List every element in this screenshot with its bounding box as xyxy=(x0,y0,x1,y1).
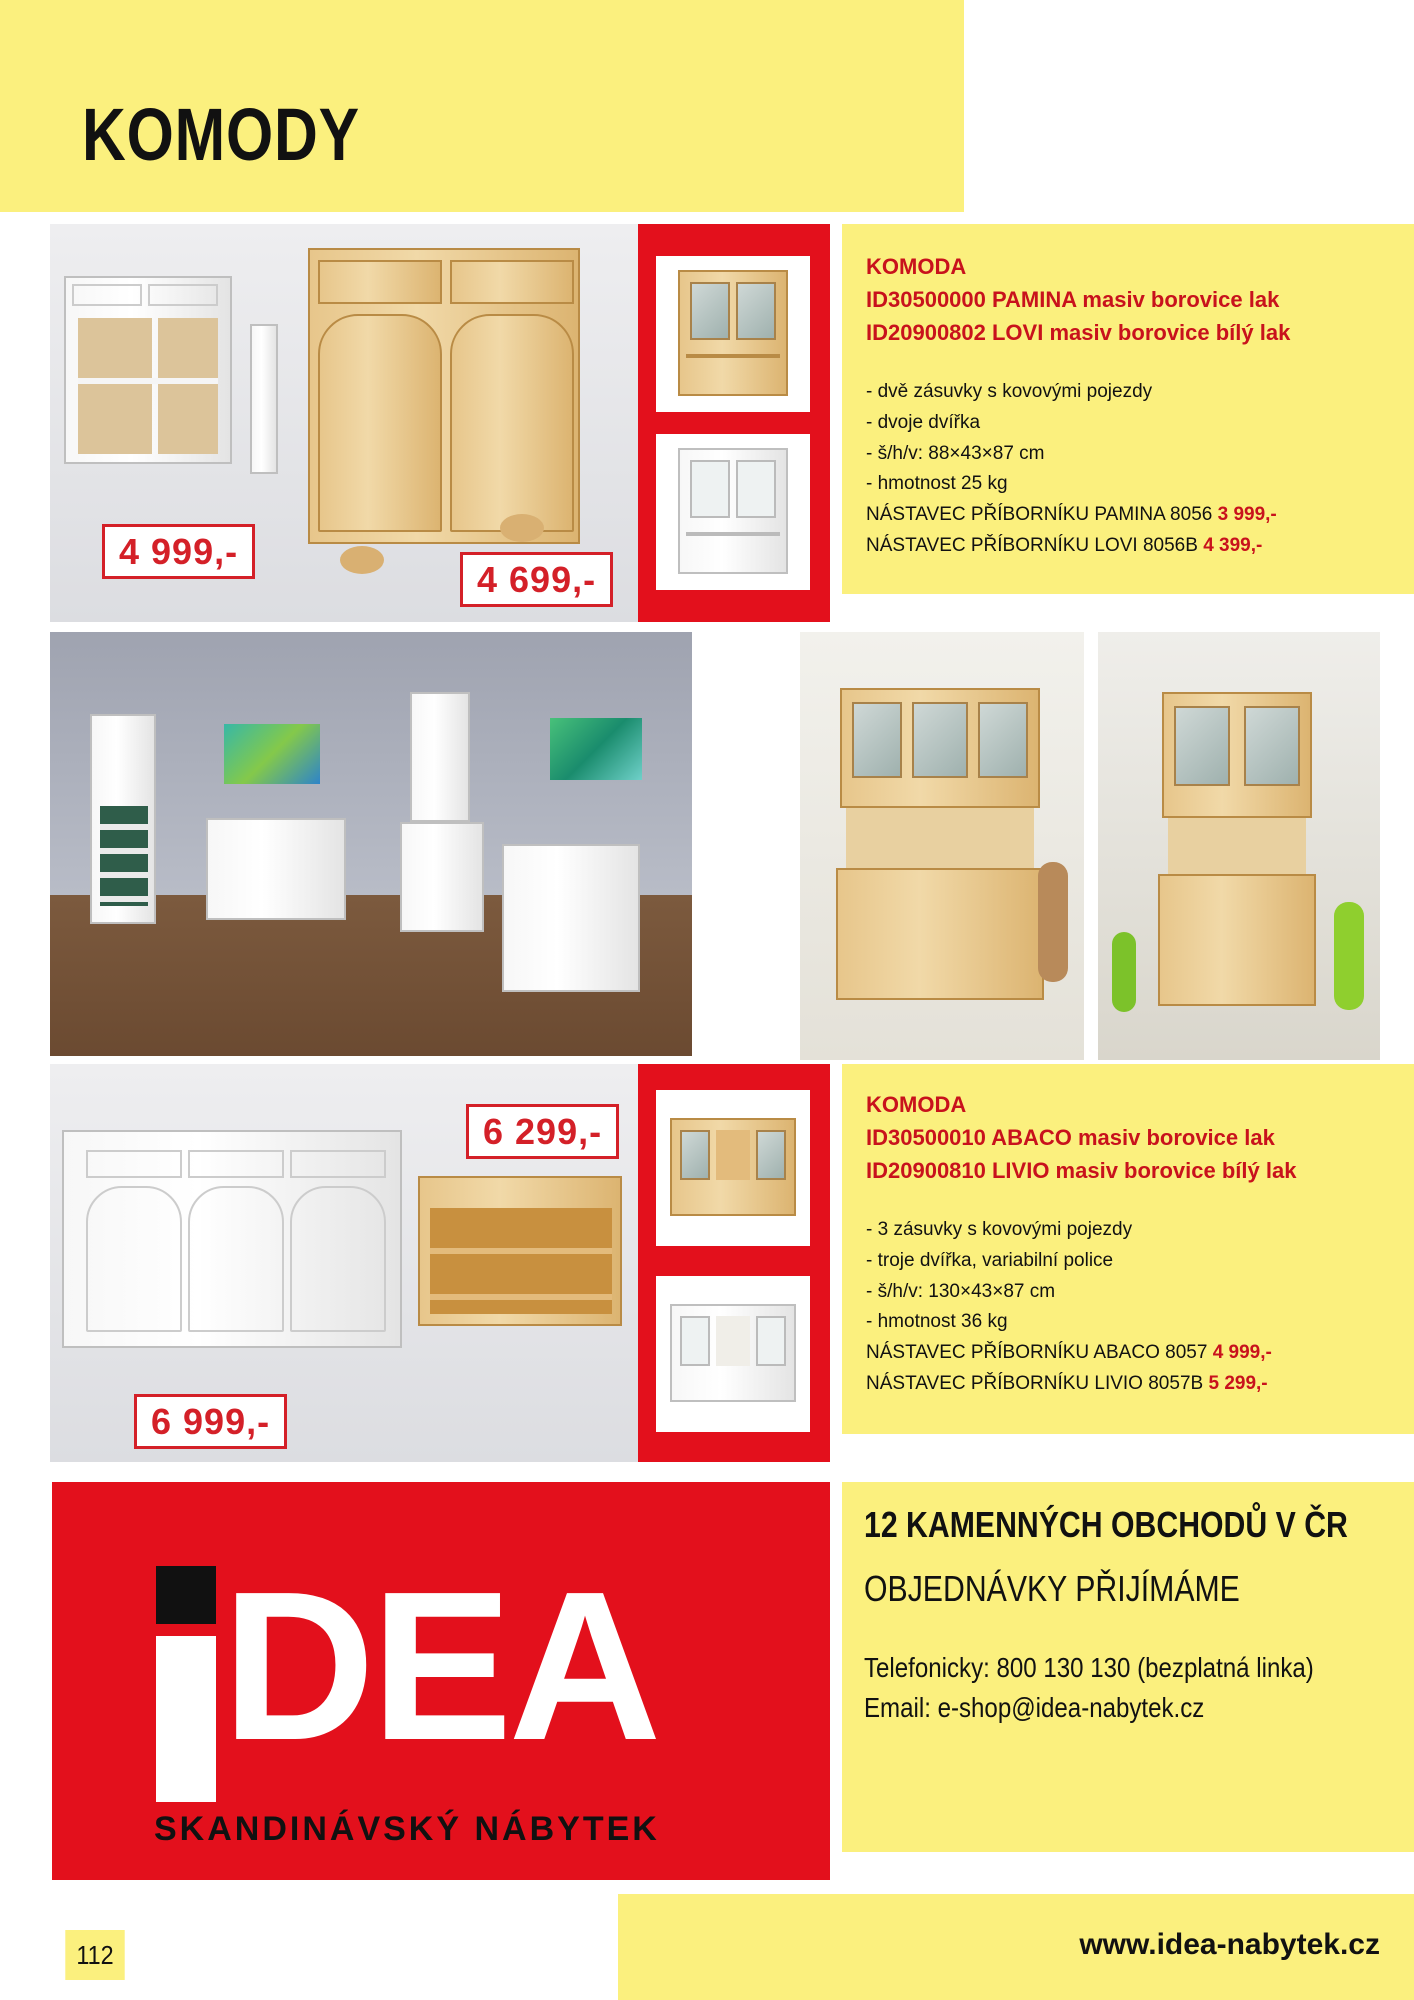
idea-logo-tagline: SKANDINÁVSKÝ NÁBYTEK xyxy=(154,1810,660,1848)
contact-panel xyxy=(842,1482,1414,1852)
stores-headline: 12 KAMENNÝCH OBCHODŮ V ČR xyxy=(864,1504,1348,1545)
product1-photo xyxy=(50,224,638,622)
addon-label: NÁSTAVEC PŘÍBORNÍKU PAMINA 8056 xyxy=(866,504,1218,526)
phone-line: Telefonicky: 800 130 130 (bezplatná linka) xyxy=(864,1652,1314,1683)
addon-price: 3 999,- xyxy=(1217,504,1277,526)
product1-feature: - dvoje dvířka xyxy=(866,411,981,433)
pine-sideboard-image xyxy=(418,1176,622,1326)
pine-hutch-large-image xyxy=(800,632,1084,1060)
product2-info xyxy=(842,1064,1414,1434)
product1-feature: - š/h/v: 88×43×87 cm xyxy=(866,442,1045,464)
page-number: 112 xyxy=(65,1930,124,1980)
price-tag-pine-cabinet: 4 699,- xyxy=(460,552,613,607)
pine-hutch-tall-image xyxy=(1098,632,1380,1060)
white-sideboard-image xyxy=(62,1130,402,1348)
lovi-hutch-image xyxy=(656,434,810,590)
addon-label: NÁSTAVEC PŘÍBORNÍKU LOVI 8056B xyxy=(866,534,1204,556)
product1-feature: - dvě zásuvky s kovovými pojezdy xyxy=(866,381,1153,402)
product2-feature: - š/h/v: 130×43×87 cm xyxy=(866,1280,1056,1302)
product2-feature: - 3 zásuvky s kovovými pojezdy xyxy=(866,1219,1133,1240)
pine-cabinet-image xyxy=(308,248,580,544)
product2-addon-panel xyxy=(638,1064,830,1462)
product1-addon-line xyxy=(866,500,1390,531)
idea-logo-panel xyxy=(52,1482,830,1880)
product2-title-line-3: ID20900810 LIVIO masiv borovice bílý lak xyxy=(866,1158,1297,1183)
product2-title-line-2: ID30500010 ABACO masiv borovice lak xyxy=(866,1125,1275,1150)
product2-feature: - hmotnost 36 kg xyxy=(866,1311,1008,1333)
product1-title-line-1: KOMODA xyxy=(866,254,967,279)
product2-photo xyxy=(50,1064,638,1462)
product2-addon-line xyxy=(866,1369,1390,1400)
email-line: Email: e-shop@idea-nabytek.cz xyxy=(864,1692,1205,1723)
product1-addon-panel xyxy=(638,224,830,622)
product1-feature: - hmotnost 25 kg xyxy=(866,473,1008,495)
idea-logo-wordmark: DEA xyxy=(222,1547,658,1784)
addon-label: NÁSTAVEC PŘÍBORNÍKU ABACO 8057 xyxy=(866,1342,1213,1364)
product2-addon-line xyxy=(866,1338,1390,1369)
addon-price: 4 999,- xyxy=(1212,1342,1272,1364)
abaco-hutch-image xyxy=(656,1090,810,1246)
product2-feature: - troje dvířka, variabilní police xyxy=(866,1249,1114,1271)
idea-logo-square-icon xyxy=(156,1566,216,1624)
livio-hutch-image xyxy=(656,1276,810,1432)
addon-price: 4 399,- xyxy=(1203,534,1263,556)
bottom-band xyxy=(618,1894,1414,2000)
white-cabinet-image xyxy=(64,276,232,464)
product1-title-line-2: ID30500000 PAMINA masiv borovice lak xyxy=(866,287,1280,312)
price-tag-white-sideboard: 6 999,- xyxy=(134,1394,287,1449)
idea-logo-i-stem xyxy=(156,1636,216,1802)
page-title: KOMODY xyxy=(82,93,360,176)
pamina-hutch-image xyxy=(656,256,810,412)
product1-addon-line xyxy=(866,531,1390,562)
product1-title-line-3: ID20900802 LOVI masiv borovice bílý lak xyxy=(866,320,1291,345)
price-tag-white-cabinet: 4 999,- xyxy=(102,524,255,579)
addon-price: 5 299,- xyxy=(1208,1372,1268,1394)
product1-info xyxy=(842,224,1414,594)
product2-title-line-1: KOMODA xyxy=(866,1092,967,1117)
website-link[interactable]: www.idea-nabytek.cz xyxy=(1079,1928,1380,1961)
addon-label: NÁSTAVEC PŘÍBORNÍKU LIVIO 8057B xyxy=(866,1372,1209,1394)
room-interior-image xyxy=(50,632,692,1056)
price-tag-pine-sideboard: 6 299,- xyxy=(466,1104,619,1159)
orders-line: OBJEDNÁVKY PŘIJÍMÁME xyxy=(864,1568,1240,1609)
